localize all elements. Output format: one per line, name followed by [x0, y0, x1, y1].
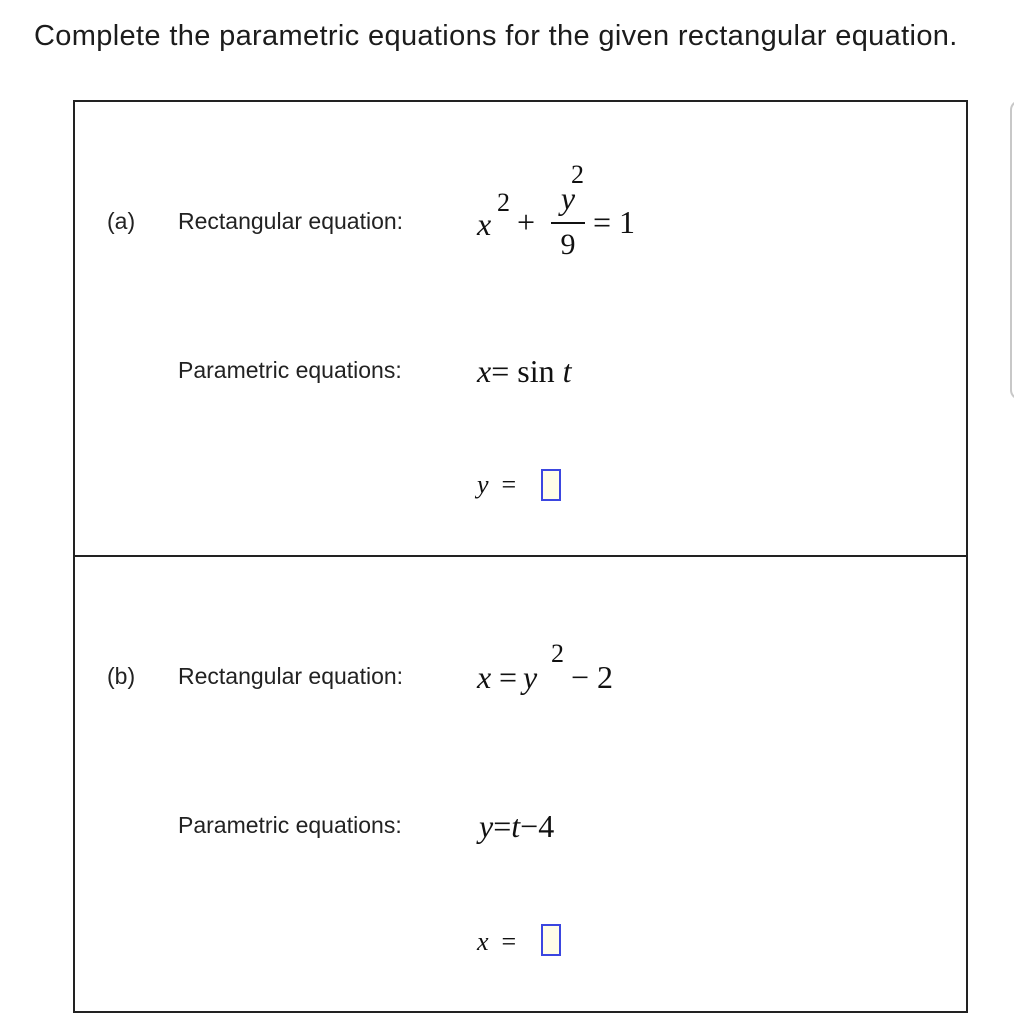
answer-b-label: x =	[477, 927, 517, 956]
equation-a-rhs: 1	[619, 204, 635, 240]
instruction-text: Complete the parametric equations for the given rectangular equation.	[34, 20, 958, 52]
rectangular-label-b: Rectangular equation:	[178, 663, 404, 689]
equation-b-y: y	[523, 659, 538, 695]
equation-a-plus: +	[517, 204, 536, 240]
rectangular-label-a: Rectangular equation:	[178, 208, 404, 234]
equation-b-y-exponent: 2	[551, 639, 564, 668]
answer-a-label: y =	[477, 470, 517, 499]
given-a-function: sin	[517, 353, 555, 389]
equation-a-x-exponent: 2	[497, 188, 510, 217]
given-equation-a	[477, 355, 571, 387]
given-equation-b	[479, 810, 554, 842]
fraction-bar-a	[551, 222, 585, 224]
part-letter-b: (b)	[107, 663, 136, 689]
given-b-minus: −	[520, 808, 539, 844]
answer-input-x[interactable]	[541, 924, 561, 956]
equation-a-denominator: 9	[560, 228, 576, 261]
rectangular-equation-a	[475, 154, 675, 274]
equation-b-equals: =	[499, 659, 518, 695]
given-a-var: x	[477, 353, 492, 389]
given-b-var: y	[479, 808, 494, 844]
equation-a-x: x	[477, 206, 492, 242]
equation-a-numerator-exponent: 2	[571, 160, 584, 189]
equation-a-numerator: y	[560, 180, 576, 216]
rectangular-equation-b	[477, 637, 677, 697]
problem-b-box	[73, 555, 968, 1013]
given-a-equals: =	[491, 353, 510, 389]
answer-input-y[interactable]	[541, 469, 561, 501]
equation-a-equals: =	[593, 204, 612, 240]
given-a-arg: t	[562, 353, 572, 389]
part-letter-a: (a)	[107, 208, 136, 234]
given-b-equals: =	[493, 808, 512, 844]
parametric-label-a: Parametric equations:	[178, 357, 402, 383]
given-b-t: t	[511, 808, 521, 844]
parametric-label-b: Parametric equations:	[178, 812, 402, 838]
problem-a-box	[73, 100, 968, 557]
given-b-constant: 4	[538, 808, 555, 844]
equation-b-minus: −	[571, 659, 590, 695]
side-panel-edge	[1010, 100, 1014, 400]
equation-b-constant: 2	[597, 659, 613, 695]
equation-b-lhs: x	[477, 659, 492, 695]
